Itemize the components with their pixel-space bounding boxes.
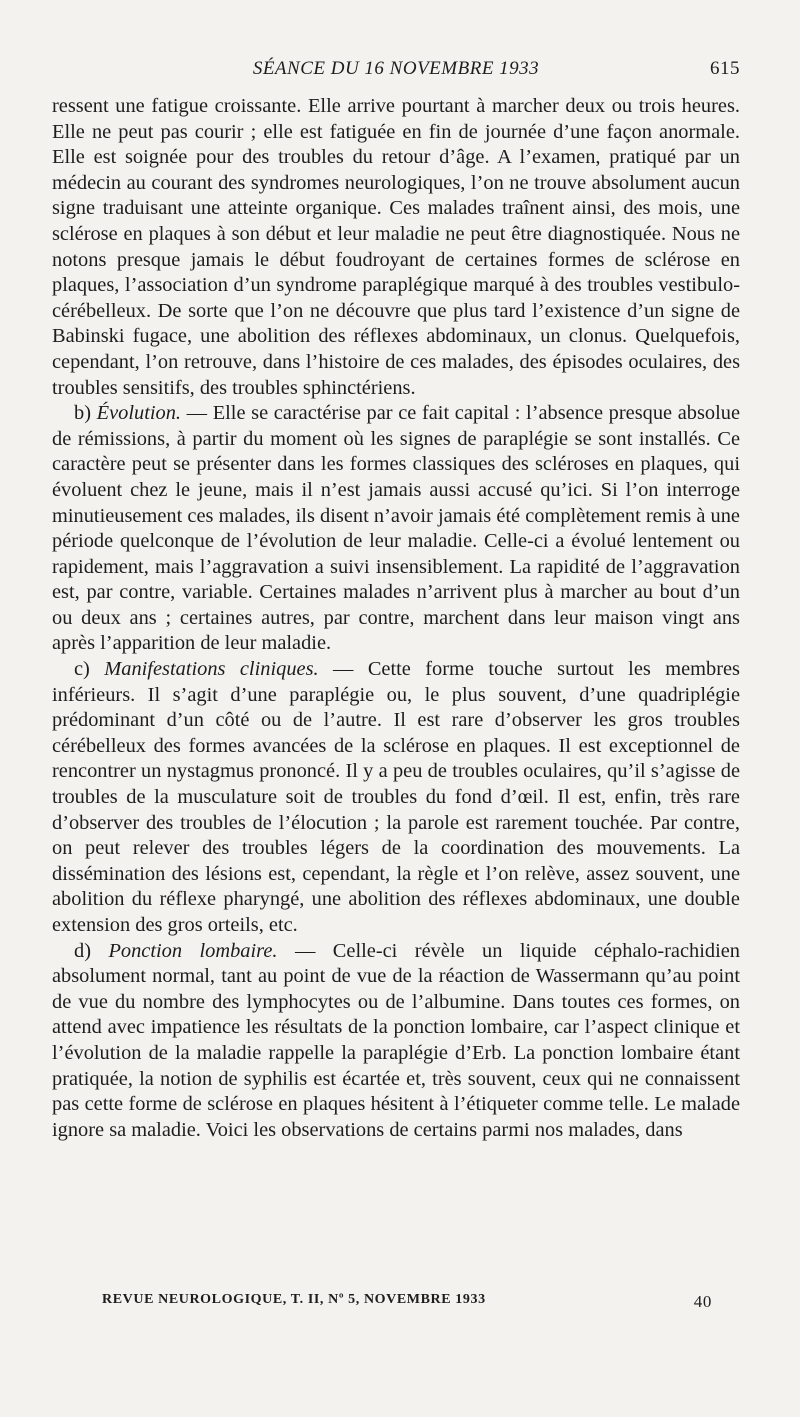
paragraph-evolution: [52, 401, 740, 657]
paragraph-ponction: [52, 939, 740, 1144]
paragraph-manifestations: [52, 657, 740, 939]
section-text: — Celle-ci révèle un liquide céphalo-rachidien absolument normal, tant au point de vue de la réaction de Wassermann qu’au point de vue du nombre des lymphocytes ou de l’albumine. Dans toutes ces formes, on attend avec impatience les résultats de la ponction lombaire, car l’aspect clinique et l’évolution de la maladie rappelle la paraplégie d’Erb. La ponction lombaire étant pratiquée, la notion de syphilis est écartée et, très souvent, ceux qui ne connaissent pas cette forme de sclérose en plaques hésitent à l’étiqueter comme telle. Le malade ignore sa maladie. Voici les observations de certains parmi nos malades, dans: [52, 939, 740, 1141]
page-footer: [102, 1292, 712, 1316]
running-title: SÉANCE DU 16 NOVEMBRE 1933: [252, 58, 540, 79]
running-header: [52, 58, 740, 88]
section-heading: Manifestations cliniques.: [104, 658, 319, 681]
paragraph-continued: ressent une fatigue croissante. Elle arrive pourtant à marcher deux ou trois heures. Elle ne peut pas courir ; elle est fatiguée en fin de journée d’une façon anormale. Elle est soignée pour des troubles du retour d’âge. A l’examen, pratiqué par un médecin au courant des syndromes neurologiques, l’on ne trouve absolument aucun signe traduisant une atteinte organique. Ces malades traînent ainsi, des mois, une sclérose en plaques à son début et leur maladie ne peut être diagnostiquée. Nous ne notons presque jamais le début foudroyant de certaines formes de sclérose en plaques, l’association d’un syndrome paraplégique marqué à des troubles vestibulo-cérébelleux. De sorte que l’on ne découvre que plus tard l’existence d’un signe de Babinski fugace, une abolition des réflexes abdominaux, un clonus. Quelquefois, cependant, l’on retrouve, dans l’histoire de ces malades, des épisodes oculaires, des troubles sensitifs, des troubles sphinctériens.: [52, 95, 740, 399]
section-heading: Évolution.: [96, 402, 182, 425]
section-label: d): [74, 939, 91, 962]
section-text: — Elle se caractérise par ce fait capital : l’absence presque absolue de rémissions, à partir du moment où les signes de paraplégie se sont installés. Ce caractère peut se présenter dans les formes classiques des scléroses en plaques, qui évoluent chez le jeune, mais il n’est jamais aussi accusé qu’ici. Si l’on interroge minutieusement ces malades, ils disent n’avoir jamais été complètement remis à une période quelconque de l’évolution de leur maladie. Celle-ci a évolué lentement ou rapidement, mais l’aggravation a suivi insensiblement. La rapidité de l’aggravation est, par contre, variable. Certaines malades n’arrivent plus à marcher au bout d’un ou deux ans ; certaines autres, par contre, marchent dans leur maison vingt ans après l’apparition de leur maladie.: [52, 402, 740, 655]
journal-reference: REVUE NEUROLOGIQUE, T. II, Nº 5, NOVEMBRE 1933: [102, 1292, 486, 1307]
section-label: c): [74, 658, 90, 681]
section-label: b): [74, 402, 91, 425]
page-number: 615: [710, 58, 740, 79]
signature-mark: 40: [693, 1292, 712, 1311]
body-text: [52, 94, 740, 1143]
section-text: — Cette forme touche surtout les membres inférieurs. Il s’agit d’une paraplégie ou, le plus souvent, d’une quadriplégie prédominant d’un côté ou de l’autre. Il est rare d’observer les gros troubles cérébelleux des formes avancées de la sclérose en plaques. Il est exceptionnel de rencontrer un nystagmus prononcé. Il y a peu de troubles oculaires, qu’il s’agisse de troubles de la musculature soit de troubles du fond d’œil. Il est, enfin, très rare d’observer des troubles de l’élocution ; la parole est rarement touchée. Par contre, on peut relever des troubles légers de la coordination des mouvements. La dissémination des lésions est, cependant, la règle et l’on relève, assez souvent, une abolition du réflexe pharyngé, une abolition des réflexes abdominaux, une double extension des gros orteils, etc.: [52, 658, 740, 936]
section-heading: Ponction lombaire.: [108, 939, 278, 962]
